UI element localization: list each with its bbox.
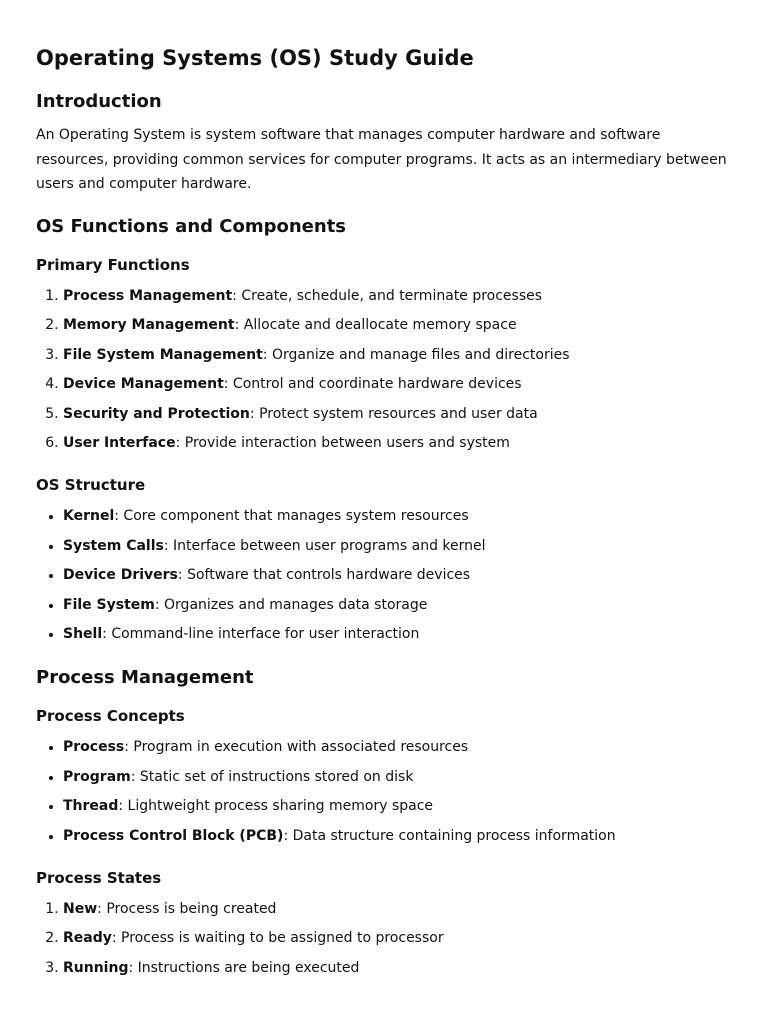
list-item xyxy=(63,404,732,424)
item-term: Process xyxy=(63,739,125,755)
item-term: File System Management xyxy=(63,346,263,363)
item-desc: : Allocate and deallocate memory space xyxy=(234,317,517,333)
list-item xyxy=(63,767,732,787)
item-term: Device Management xyxy=(63,376,224,392)
list-item xyxy=(63,595,732,615)
item-desc: : Core component that manages system resources xyxy=(114,508,469,524)
process-concepts-list xyxy=(36,737,732,846)
item-desc: : Instructions are being executed xyxy=(128,959,360,976)
list-item xyxy=(63,928,732,948)
list-item xyxy=(63,958,732,978)
list-item xyxy=(63,374,732,394)
introduction-text: An Operating System is system software that manages computer hardware and software resources, providing common services for computer programs. It acts as an intermediary between users and computer hardware. xyxy=(36,127,727,192)
item-desc: : Protect system resources and user data xyxy=(249,405,538,422)
item-term: Kernel xyxy=(63,508,115,524)
item-term: Program xyxy=(63,768,131,785)
item-desc: : Command-line interface for user interaction xyxy=(102,626,420,642)
process-section-heading: Process Management xyxy=(36,667,254,688)
item-term: Running xyxy=(63,959,129,976)
primary-functions-heading: Primary Functions xyxy=(36,255,190,274)
item-desc: : Lightweight process sharing memory space xyxy=(118,798,434,814)
item-desc: : Software that controls hardware devices xyxy=(177,567,471,583)
list-item xyxy=(63,286,732,306)
process-states-heading: Process States xyxy=(36,868,162,887)
os-structure-heading: OS Structure xyxy=(36,476,146,494)
item-term: Memory Management xyxy=(63,317,235,333)
item-term: Process Control Block (PCB) xyxy=(63,827,284,844)
item-term: Shell xyxy=(63,626,103,642)
list-item xyxy=(63,565,732,585)
item-desc: : Process is being created xyxy=(97,900,277,917)
item-desc: : Organizes and manages data storage xyxy=(154,596,428,613)
item-desc: : Organize and manage files and directories xyxy=(262,346,570,363)
item-term: New xyxy=(63,900,98,917)
item-desc: : Static set of instructions stored on disk xyxy=(130,768,414,785)
item-desc: : Interface between user programs and kernel xyxy=(163,537,486,554)
page-title: Operating Systems (OS) Study Guide xyxy=(36,46,474,70)
item-desc: : Provide interaction between users and system xyxy=(175,435,510,451)
primary-functions-list xyxy=(36,286,732,454)
list-item xyxy=(63,899,732,919)
list-item xyxy=(63,506,732,526)
process-concepts-heading: Process Concepts xyxy=(36,707,185,725)
list-item xyxy=(63,796,732,816)
list-item xyxy=(63,737,732,757)
item-term: System Calls xyxy=(63,537,164,554)
list-item xyxy=(63,826,732,846)
introduction-heading: Introduction xyxy=(36,91,162,112)
item-term: File System xyxy=(63,596,155,613)
item-desc: : Program in execution with associated resources xyxy=(124,739,469,755)
list-item xyxy=(63,315,732,335)
item-term: Security and Protection xyxy=(63,405,250,422)
item-term: User Interface xyxy=(63,435,176,451)
list-item xyxy=(63,536,732,556)
item-desc: : Data structure containing process information xyxy=(283,827,616,844)
item-term: Device Drivers xyxy=(63,567,178,583)
functions-section-heading: OS Functions and Components xyxy=(36,215,347,237)
list-item xyxy=(63,433,732,453)
item-desc: : Control and coordinate hardware devices xyxy=(223,376,522,392)
list-item xyxy=(63,345,732,365)
list-item xyxy=(63,624,732,644)
item-term: Thread xyxy=(63,798,119,814)
os-structure-list xyxy=(36,506,732,644)
process-states-list xyxy=(36,899,732,978)
item-desc: : Process is waiting to be assigned to processor xyxy=(111,930,444,946)
item-term: Ready xyxy=(63,930,112,946)
item-desc: : Create, schedule, and terminate processes xyxy=(232,287,543,304)
item-term: Process Management xyxy=(63,287,233,304)
